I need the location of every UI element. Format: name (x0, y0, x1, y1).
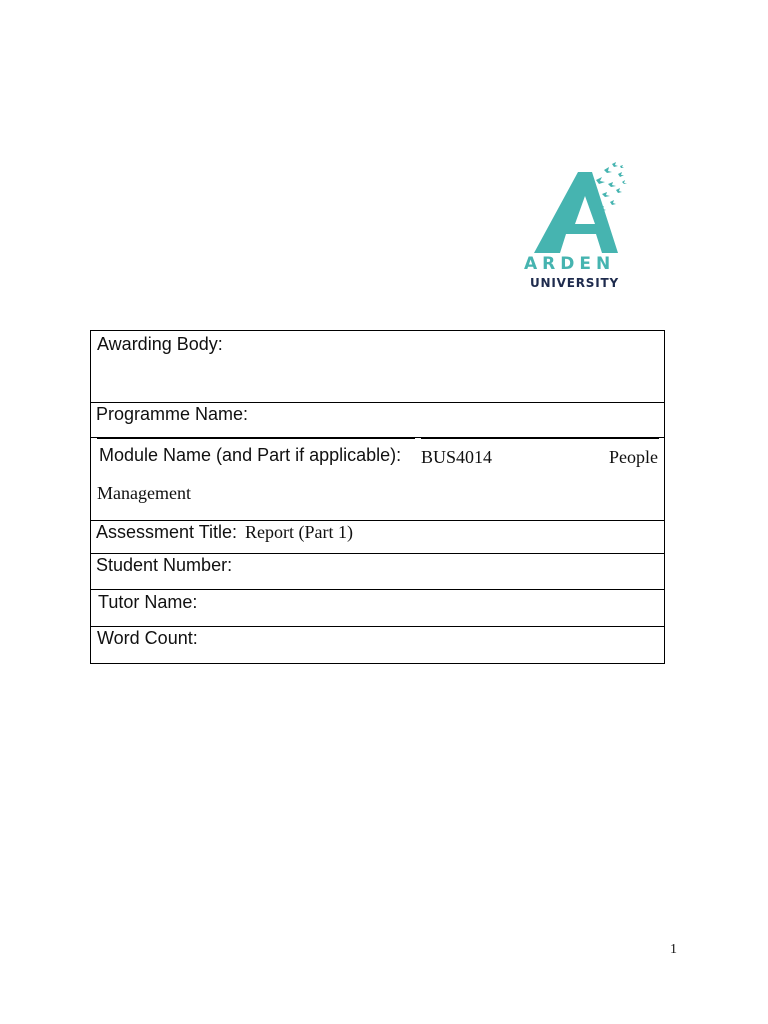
module-name-label: Module Name (and Part if applicable): (99, 445, 402, 465)
module-value-underline (421, 438, 659, 439)
tutor-name-row (91, 590, 664, 627)
arden-university-logo (520, 160, 635, 295)
student-number-row (91, 554, 664, 590)
module-label-underline (97, 438, 415, 439)
logo-a-birds-icon (520, 160, 635, 255)
assessment-title-label: Assessment Title: (96, 522, 238, 542)
programme-name-row (91, 403, 664, 438)
assessment-cover-table (90, 330, 665, 664)
assessment-title-row (91, 521, 664, 554)
programme-name-label: Programme Name: (96, 404, 249, 424)
word-count-row (91, 627, 664, 663)
awarding-body-label: Awarding Body: (97, 334, 223, 354)
module-name-row (91, 438, 664, 521)
logo-text-university: UNIVERSITY (530, 276, 619, 290)
module-code: BUS4014 (421, 447, 493, 467)
logo-text-arden: ARDEN (524, 254, 616, 274)
page-number: 1 (670, 942, 677, 957)
module-title-part2: Management (97, 483, 191, 503)
assessment-title-value: Report (Part 1) (245, 522, 354, 542)
student-number-label: Student Number: (96, 555, 233, 575)
tutor-name-label: Tutor Name: (98, 592, 198, 612)
word-count-label: Word Count: (97, 628, 198, 648)
awarding-body-row (91, 331, 664, 403)
module-title-part1: People (609, 447, 658, 467)
